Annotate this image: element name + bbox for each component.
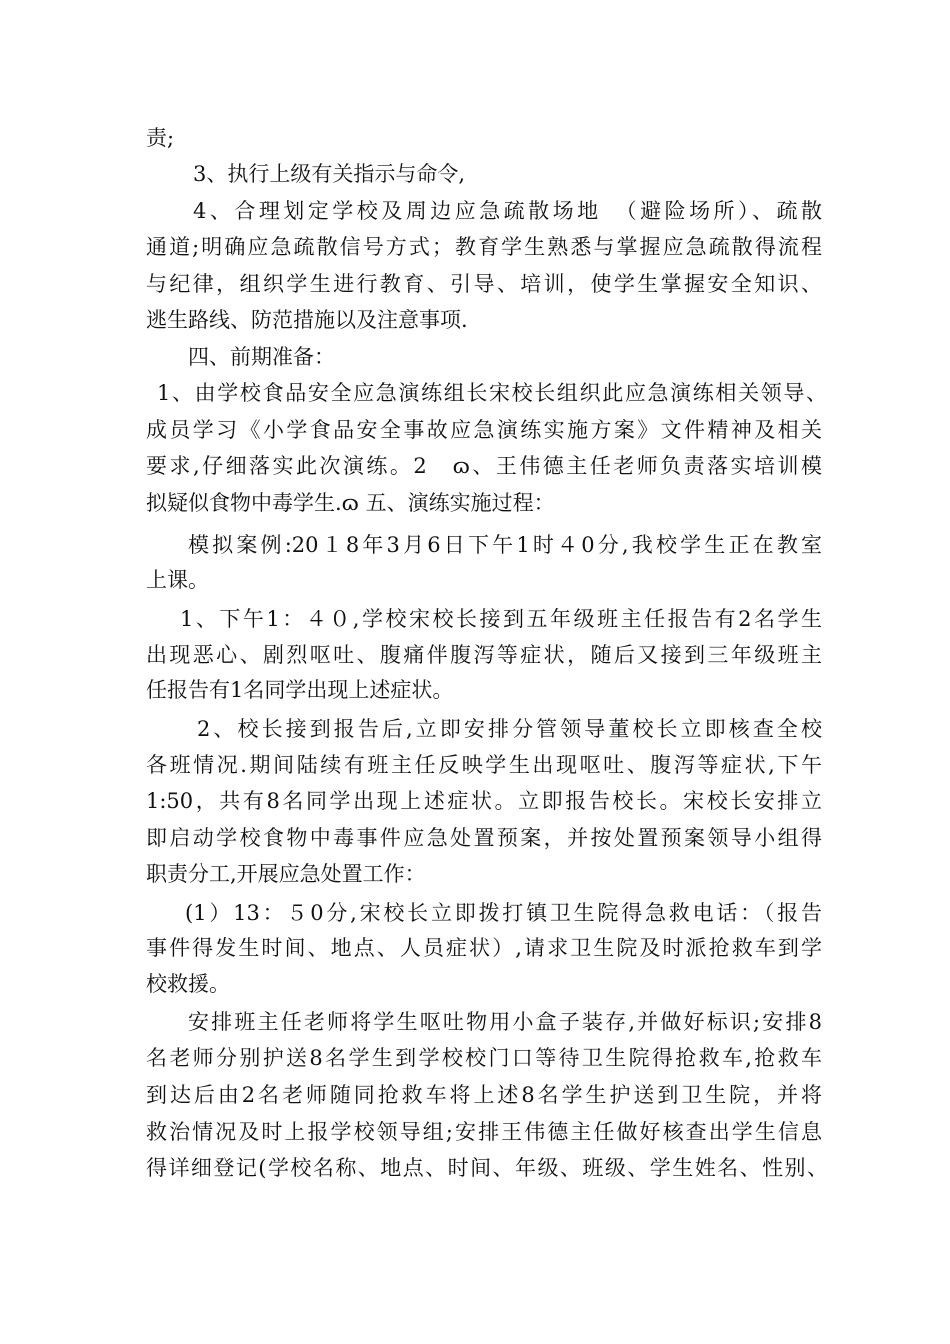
text-line: 安排班主任老师将学生呕吐物用小盒子装存,并做好标识;安排8 — [188, 1010, 822, 1034]
text-line: 得详细登记(学校名称、地点、时间、年级、班级、学生姓名、性别、 — [146, 1156, 828, 1180]
text-line: 各班情况.期间陆续有班主任反映学生出现呕吐、腹泻等症状,下午 — [146, 753, 822, 777]
text-line: 名老师分别护送8名学生到学校校门口等待卫生院得抢救车,抢救车 — [146, 1046, 822, 1070]
text-line: 与纪律，组织学生进行教育、引导、培训，使学生掌握安全知识、 — [146, 272, 822, 296]
text-line: 责; — [146, 126, 175, 150]
text-line: 任报告有1名同学出现上述症状。 — [146, 678, 454, 702]
text-line: 4、合理划定学校及周边应急疏散场地 （避险场所）、疏散 — [193, 199, 822, 223]
text-line: 逃生路线、防范措施以及注意事项. — [146, 308, 468, 332]
text-line: 3、执行上级有关指示与命令, — [193, 162, 466, 186]
text-line: 通道;明确应急疏散信号方式；教育学生熟悉与掌握应急疏散得流程 — [146, 235, 822, 259]
text-line: 模拟案例:20１8年3月6日下午1时４0分,我校学生正在教室 — [188, 533, 822, 557]
text-line: 到达后由2名老师随同抢救车将上述8名学生护送到卫生院，并将 — [146, 1083, 822, 1107]
text-line: 校救援。 — [146, 972, 230, 996]
text-line: 2、校长接到报告后,立即安排分管领导董校长立即核查全校 — [197, 717, 822, 741]
text-line: 成员学习《小学食品安全事故应急演练实施方案》文件精神及相关 — [146, 418, 822, 442]
text-line: 出现恶心、剧烈呕吐、腹痛伴腹泻等症状，随后又接到三年级班主 — [146, 643, 822, 667]
text-line: 拟疑似食物中毒学生.ɷ 五、演练实施过程： — [146, 491, 555, 515]
text-line: (1）13：５0分,宋校长立即拨打镇卫生院得急救电话：（报告 — [185, 901, 822, 925]
section-heading: 四、前期准备： — [188, 345, 335, 369]
text-line: 救治情况及时上报学校领导组;安排王伟德主任做好核查出学生信息 — [146, 1120, 822, 1144]
text-line: 上课。 — [146, 568, 209, 592]
text-line: 职责分工,开展应急处置工作： — [146, 862, 426, 886]
text-line: 即启动学校食物中毒事件应急处置预案，并按处置预案领导小组得 — [146, 826, 822, 850]
text-line: 1、由学校食品安全应急演练组长宋校长组织此应急演练相关领导、 — [157, 381, 827, 405]
text-line: 要求,仔细落实此次演练。2 ɷ、王伟德主任老师负责落实培训模 — [146, 454, 822, 478]
text-line: 1、下午1：４０,学校宋校长接到五年级班主任报告有2名学生 — [180, 607, 822, 631]
text-line: 事件得发生时间、地点、人员症状）,请求卫生院及时派抢救车到学 — [146, 936, 822, 960]
text-line: 1:50，共有8名同学出现上述症状。立即报告校长。宋校长安排立 — [146, 789, 822, 813]
